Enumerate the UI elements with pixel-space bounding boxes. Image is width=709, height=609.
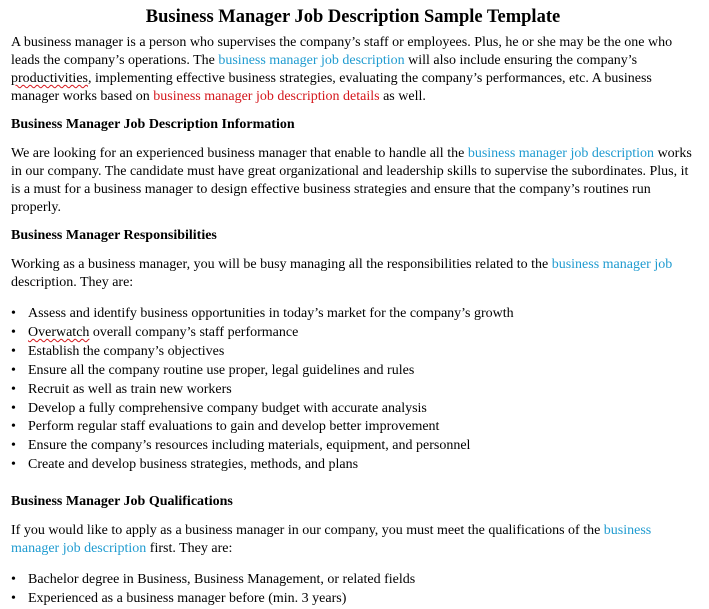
list-item <box>11 437 695 456</box>
list-item-text: overall company’s staff performance <box>89 324 299 340</box>
list-item-text: Ensure all the company routine use proper, legal guidelines and rules <box>28 362 415 378</box>
bullet-icon: • <box>11 457 16 473</box>
list-item <box>11 305 695 324</box>
list-item-text: Experienced as a business manager before (min. 3 years) <box>28 591 347 607</box>
responsibilities-link-job[interactable]: business manager job <box>551 257 673 272</box>
list-item <box>11 381 695 400</box>
info-text-1: We are looking for an experienced business manager that enable to handle all the <box>11 146 468 161</box>
page-title: Business Manager Job Description Sample Template <box>145 7 561 27</box>
bullet-icon: • <box>11 438 16 454</box>
list-item-text: Recruit as well as train new workers <box>28 381 232 397</box>
qualifications-heading: Business Manager Job Qualifications <box>11 494 233 510</box>
info-paragraph <box>11 145 695 217</box>
responsibilities-text-1: Working as a business manager, you will be busy managing all the responsibilities related to the <box>11 257 552 272</box>
qualifications-list <box>11 571 695 609</box>
info-link-job-description[interactable]: business manager job description <box>467 146 655 161</box>
qualifications-link-job-description[interactable]: business manager job description <box>11 523 652 557</box>
list-item <box>11 362 695 381</box>
list-item-text: Establish the company’s objectives <box>28 343 225 359</box>
list-item-text: Ensure the company’s resources including materials, equipment, and personnel <box>28 438 471 454</box>
list-item <box>11 324 695 343</box>
bullet-icon: • <box>11 306 16 321</box>
list-item <box>11 456 695 475</box>
responsibilities-heading: Business Manager Responsibilities <box>11 228 217 243</box>
list-item <box>11 343 695 362</box>
list-item <box>11 418 695 437</box>
intro-text-4: as well. <box>379 89 426 104</box>
intro-spellcheck-word: productivities <box>11 71 88 86</box>
bullet-icon: • <box>11 419 16 435</box>
bullet-icon: • <box>11 591 16 607</box>
list-item-text: Assess and identify business opportunities in today’s market for the company’s growth <box>28 306 514 321</box>
list-item-spellcheck-word: Overwatch <box>28 324 90 340</box>
bullet-icon: • <box>11 572 16 588</box>
list-item-text: Bachelor degree in Business, Business Management, or related fields <box>28 572 416 588</box>
bullet-icon: • <box>11 324 16 340</box>
qualifications-intro <box>11 522 695 558</box>
bullet-icon: • <box>11 400 16 416</box>
qualifications-text-1: If you would like to apply as a business manager in our company, you must meet the qualifications of the <box>11 523 604 539</box>
intro-link-job-description[interactable]: business manager job description <box>218 53 405 68</box>
intro-text-1: A business manager is a person who supervises the company’s staff or employees. Plus, he or she may be the one who leads the company’s operations. The <box>11 35 673 68</box>
responsibilities-intro <box>11 256 695 292</box>
bullet-icon: • <box>11 381 16 397</box>
list-item <box>11 571 695 590</box>
responsibilities-list <box>11 305 695 475</box>
list-item-text: Perform regular staff evaluations to gain and develop better improvement <box>28 419 440 435</box>
intro-text-3: , implementing effective business strategies, evaluating the company’s performances, etc. A business manager works based on <box>11 71 652 104</box>
bullet-icon: • <box>11 362 16 378</box>
list-item <box>11 400 695 419</box>
intro-link-description-details[interactable]: business manager job description details <box>153 89 380 104</box>
responsibilities-text-2: description. They are: <box>11 275 134 290</box>
bullet-icon: • <box>11 343 16 359</box>
qualifications-text-2: first. They are: <box>146 541 233 557</box>
intro-paragraph <box>11 34 695 106</box>
info-heading: Business Manager Job Description Information <box>11 117 295 132</box>
intro-text-2: will also include ensuring the company’s <box>404 53 638 68</box>
info-text-2: works in our company. The candidate must have great organizational and leadership skills to supervise the subordinates. Plus, it is a must for a business manager to design effective business strategies and ensure that the company’s routines run properly. <box>11 146 692 215</box>
list-item-text: Create and develop business strategies, methods, and plans <box>28 457 359 473</box>
list-item-text: Develop a fully comprehensive company budget with accurate analysis <box>28 400 427 416</box>
